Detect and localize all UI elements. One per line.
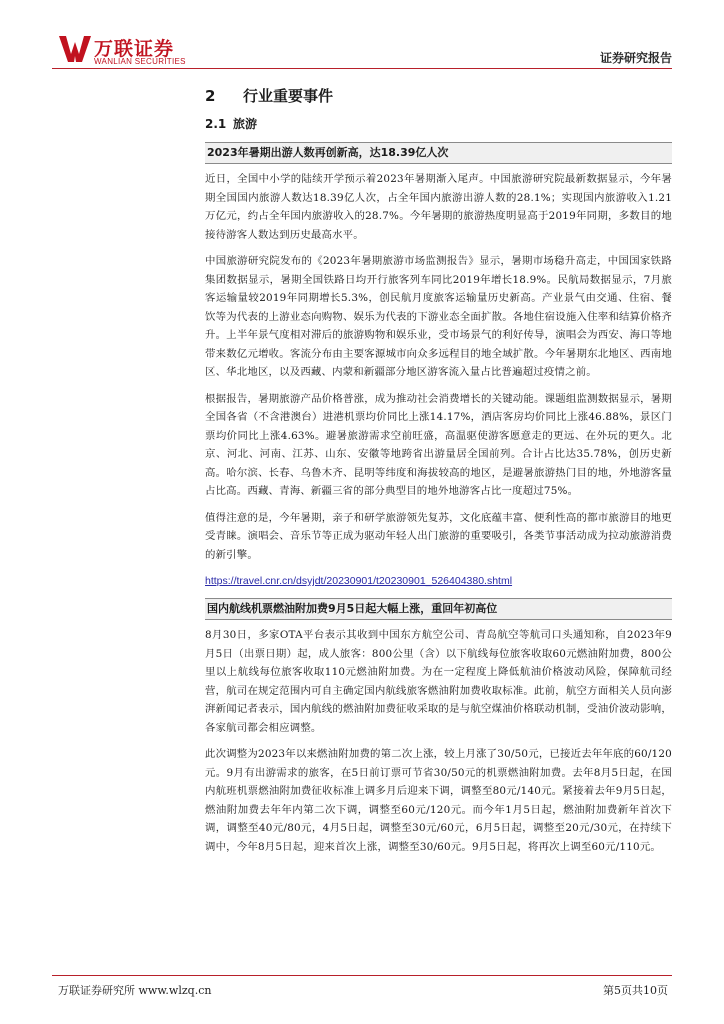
footer-divider [52,975,672,976]
subsection-title: 旅游 [233,117,258,131]
header-divider [52,68,672,69]
news1-paragraph: 近日，全国中小学的陆续开学预示着2023年暑期渐入尾声。中国旅游研究院最新数据显示，今年暑期全国国内旅游人数达18.39亿人次，占全年国内旅游出游人数的28.1%；实现国内旅游收入1.21万亿元，约占全年国内旅游收入的28.7%。今年暑期的旅游热度明显高于2019年同期，多数目的地接待游客人数达到历史最高水平。 [205,173,672,241]
news1-paragraph: 值得注意的是，今年暑期，亲子和研学旅游领先复苏，文化底蕴丰富、便利性高的都市旅游目的地更受青睐。演唱会、音乐节等正成为驱动年轻人出门旅游的重要吸引，各类节事活动成为拉动旅游消费的新引擎。 [205,511,672,561]
report-type-label: 证券研究报告 [599,51,672,65]
section-heading [205,84,672,108]
subsection-number: 2.1 [205,117,227,131]
wanlian-logo-icon [58,34,92,64]
news-headline-2: 国内航线机票燃油附加费9月5日起大幅上涨，重回年初高位 [205,598,672,620]
news2-paragraph: 此次调整为2023年以来燃油附加费的第二次上涨，较上月涨了30/50元，已接近去年年底的60/120元。9月有出游需求的旅客，在5日前订票可节省30/50元的机票燃油附加费。去年8月5日起，在国内航班机票燃油附加费征收标准上调多月后迎来下调，调整至80元/140元。紧接着去年9月5日起，燃油附加费去年年内第二次下调，调整至60元/120元。而今年1月5日起，燃油附加费新年首次下调，调整至40元/80元，4月5日起，调整至30元/60元，6月5日起，调整至20元/30元，在持续下调中，今年8月5日起，迎来首次上涨，调整至30/60元。9月5日起，将再次上调至60元/110元。 [205,748,672,853]
subsection-heading [205,114,672,134]
page-number: 第5页共10页 [603,984,668,997]
section-title: 行业重要事件 [243,87,334,105]
footer-source: 万联证券研究所 www.wlzq.cn [58,984,212,997]
news-headline-1: 2023年暑期出游人数再创新高，达18.39亿人次 [205,142,672,164]
news2-paragraph: 8月30日，多家OTA平台表示其收到中国东方航空公司、青岛航空等航司口头通知称，自2023年9月5日（出票日期）起，成人旅客：800公里（含）以下航线每位旅客收取60元燃油附加费，800公里以上航线每位旅客收取110元燃油附加费。为在一定程度上降低航油价格波动风险，保障航司经营，航司在规定范围内可自主确定国内航线旅客燃油附加费收取标准。此前，航空方面相关人员向澎湃新闻记者表示，国内航线的燃油附加费征收采取的是与航空煤油价格联动机制，受油价波动影响，各家航司都会相应调整。 [205,629,672,734]
news1-paragraph: 中国旅游研究院发布的《2023年暑期旅游市场监测报告》显示，暑期市场稳升高走，中国国家铁路集团数据显示，暑期全国铁路日均开行旅客列车同比2019年增长18.9%。民航局数据显示，7月旅客运输量较2019年同期增长5.3%，创民航月度旅客运输量历史新高。产业景气由交通、住宿、餐饮等为代表的上游业态向购物、娱乐为代表的下游业态全面扩散。各地住宿设施入住率和结算价格齐升。上半年景气度相对滞后的旅游购物和娱乐业，受市场景气的利好传导，演唱会为西安、海口等地带来数亿元增收。客流分布由主要客源城市向众多远程目的地全域扩散。今年暑期东北地区、西南地区、华北地区，以及西藏、内蒙和新疆部分地区游客流入量占比普遍超过疫情之前。 [205,255,672,378]
logo-text-cn: 万联证券 [94,38,175,60]
source-link[interactable]: https://travel.cnr.cn/dsyjdt/20230901/t20230901_526404380.shtml [205,575,513,587]
news1-paragraph: 根据报告，暑期旅游产品价格普涨，成为推动社会消费增长的关键动能。课题组监测数据显示，暑期全国各省（不含港澳台）进港机票均价同比上涨14.17%，酒店客房均价同比上涨46.88%，景区门票均价同比上涨4.63%。避暑旅游需求空前旺盛，高温驱使游客愿意走的更远、在外玩的更久。北京、河北、河南、江苏、山东、安徽等地跨省出游量居全国前列。合计占比达35.78%，创历史新高。哈尔滨、长春、乌鲁木齐、昆明等纬度和海拔较高的地区，是避暑旅游热门目的地，外地游客量占比高。西藏、青海、新疆三省的部分典型目的地外地游客占比一度超过75%。 [205,392,672,497]
main-content [205,84,672,856]
logo-text-en: WANLIAN SECURITIES [94,57,186,66]
section-number: 2 [205,87,216,105]
